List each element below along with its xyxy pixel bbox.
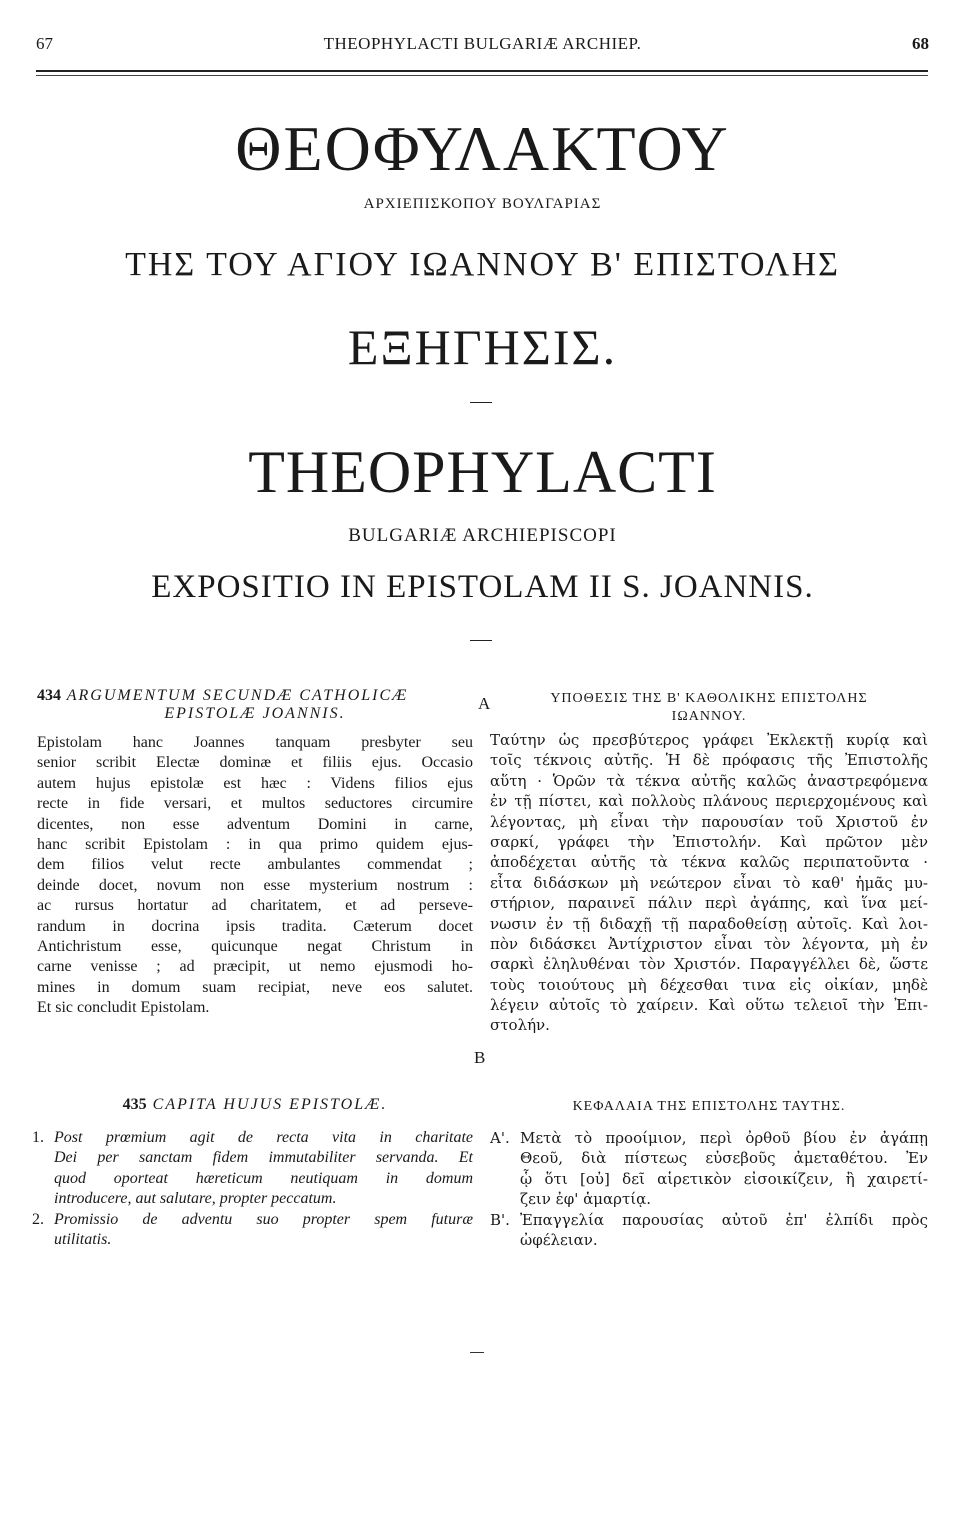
greek-work-title: ΕΞΗΓΗΣΙΣ.: [347, 319, 618, 375]
latin-capita-item: [32, 1210, 473, 1251]
latin-argument-line: senior scribit Electæ dominæ et filiis ejus. Occasio: [37, 754, 473, 772]
greek-argument-line: ἀποδέχεται αὐτῆς τὰ τέκνα καλῶς περιπατοῦντα ·: [490, 853, 928, 872]
greek-capita-line: Μετὰ τὸ προοίμιον, περὶ ὀρθοῦ βίου ἐν ἀγάπῃ: [520, 1129, 928, 1147]
greek-argument-line: Ταύτην ὡς πρεσβύτερος γράφει Ἐκλεκτῇ κυρίᾳ καὶ: [490, 731, 928, 749]
section-number: 434: [37, 687, 61, 704]
running-title: THEOPHYLACTI BULGARIÆ ARCHIEP.: [323, 34, 642, 53]
greek-argument-line: τοῖς τέκνοις αὐτῆς. Ἡ δὲ πρόφασις τῆς Ἐπιστολῆς: [490, 751, 928, 770]
latin-argument-line: dicentes, non esse adventum Domini in carne,: [37, 815, 473, 833]
greek-argument-line: νωσιν ἐν τῇ διδαχῇ τῇ παραδοθείσῃ αὐτοῖς. Καὶ λοι-: [490, 914, 928, 933]
greek-argument-line: ἐν τῇ πίστει, καὶ πολλοὺς πλάνους περιερχομένους καὶ: [490, 792, 928, 811]
latin-capita-text: [54, 1128, 473, 1210]
greek-argument-line: λέγειν αὐτοῖς τὸ χαίρειν. Καὶ οὕτω τελειοῖ τὴν Ἐπι-: [490, 996, 928, 1015]
greek-argument-heading-line1: ΥΠΟΘΕΣΙΣ ΤΗΣ Β' ΚΑΘΟΛΙΚΗΣ ΕΠΙΣΤΟΛΗΣ: [550, 691, 868, 706]
page-end-mark: [470, 1352, 484, 1353]
greek-capita-text: [520, 1128, 928, 1210]
greek-argument-heading-line2: ΙΩΑΝΝΟΥ.: [671, 709, 747, 724]
latin-argument-heading-line1: ARGUMENTUM SECUNDÆ CATHOLICÆ: [66, 687, 409, 704]
header-rule: [36, 70, 928, 72]
greek-capita-line: ὠφέλειαν.: [520, 1230, 598, 1249]
latin-capita-title: CAPITA HUJUS EPISTOLÆ.: [152, 1096, 388, 1113]
latin-capita-text: [54, 1210, 473, 1251]
page-number-left: 67: [36, 34, 53, 53]
greek-argument-text: [490, 730, 928, 1036]
latin-capita-number: 2.: [32, 1210, 44, 1228]
latin-argument-line: Epistolam hanc Joannes tanquam presbyter seu: [37, 734, 473, 751]
greek-argument-line: αὕτη · Ὁρῶν τὰ τέκνα αὐτῆς καλῶς ἀναστρεφόμενα: [490, 771, 928, 790]
greek-capita-item: [490, 1128, 928, 1210]
latin-capita-line: utilitatis.: [54, 1230, 112, 1248]
latin-argument-text: [37, 733, 473, 1018]
latin-argument-line: autem hujus epistolæ est hæc : Videns filios ejus: [37, 774, 473, 792]
latin-capita-line: Promissio de adventu suo propter spem futuræ: [54, 1210, 473, 1228]
latin-capita-list: [32, 1128, 473, 1250]
latin-capita-number: 1.: [32, 1129, 44, 1146]
latin-capita-heading: [37, 1097, 473, 1113]
latin-capita-line: quod oporteat hæreticum neutiquam in domum: [54, 1169, 473, 1187]
greek-capita-line: ζειν ἐφ' ἁμαρτίᾳ.: [520, 1190, 652, 1209]
latin-argument-heading: [37, 688, 473, 704]
greek-author-title: ΘΕΟΦΥΛΑΚΤΟΥ: [235, 113, 730, 184]
greek-capita-line: ᾧ ὅτι [οὐ] δεῖ αἱρετικὸν εἰσοικίζειν, ἢ χαιρετί-: [520, 1169, 928, 1188]
latin-argument-line: hanc scribit Epistolam : in qua primo quidem ejus-: [37, 835, 473, 853]
greek-author-subtitle: ΑΡΧΙΕΠΙΣΚΟΠΟΥ ΒΟΥΛΓΑΡΙΑΣ: [363, 196, 602, 212]
greek-argument-line: λέγοντας, μὴ εἶναι τὴν παρουσίαν τοῦ Χριστοῦ ἐν: [490, 812, 928, 831]
greek-argument-line: σαρκὶ ἐληλυθέναι τὸν Χριστόν. Παραγγέλλει δὲ, ὥστε: [490, 955, 928, 974]
latin-author-subtitle: BULGARIÆ ARCHIEPISCOPI: [348, 525, 617, 546]
column-marker-a: A: [478, 694, 491, 713]
latin-work-title: EXPOSITIO IN EPISTOLAM II S. JOANNIS.: [151, 569, 814, 605]
title-separator: [470, 402, 492, 403]
latin-argument-line: ac rursus hortatur ad charitatem, et ad perseve-: [37, 897, 473, 915]
greek-capita-number: Β'.: [490, 1210, 510, 1229]
greek-capita-number: Α'.: [490, 1129, 510, 1147]
greek-capita-text: [520, 1210, 928, 1251]
greek-argument-line: στολήν.: [490, 1016, 550, 1035]
greek-work-line: ΤΗΣ ΤΟΥ ΑΓΙΟΥ ΙΩΑΝΝΟΥ Β' ΕΠΙΣΤΟΛΗΣ: [125, 246, 840, 283]
column-marker-b: B: [474, 1048, 486, 1067]
latin-capita-line: introducere, aut salutare, propter peccatum.: [54, 1190, 337, 1208]
greek-capita-item: [490, 1210, 928, 1251]
section-number: 435: [122, 1096, 147, 1113]
greek-capita-heading: ΚΕΦΑΛΑΙΑ ΤΗΣ ΕΠΙΣΤΟΛΗΣ ΤΑΥΤΗΣ.: [572, 1099, 846, 1114]
latin-argument-line: deinde docet, novum non esse mysterium nostrum :: [37, 876, 473, 894]
greek-capita-line: Θεοῦ, διὰ πίστεως εὐσεβοῦς ἀμεταθέτου. Ἐν: [520, 1149, 928, 1168]
latin-author-title: THEOPHYLACTI: [248, 439, 717, 505]
latin-argument-line: carne venisse ; ad præcipit, ut nemo ejusmodi ho-: [37, 958, 473, 976]
latin-argument-line: randum in docrina ipsis tradita. Cæterum docet: [37, 917, 473, 935]
greek-capita-list: [490, 1128, 928, 1250]
greek-argument-line: πὸν διδάσκει Ἀντίχριστον εἶναι τὸν λέγοντα, μὴ ἐν: [490, 934, 928, 953]
latin-capita-line: Dei per sanctam fidem immutabiliter servanda. Et: [54, 1149, 473, 1167]
page-number-right: 68: [912, 34, 929, 53]
title-separator-2: [470, 640, 492, 641]
greek-capita-line: Ἐπαγγελία παρουσίας αὐτοῦ ἐπ' ἐλπίδι πρὸς: [520, 1210, 928, 1229]
header-rule-thin: [36, 75, 928, 76]
latin-argument-line: dem filios velut recte ambulantes commendat ;: [37, 856, 473, 874]
greek-argument-line: στήριον, παραινεῖ πάλιν περὶ ἀγάπης, καὶ ἵνα μεί-: [490, 894, 928, 913]
latin-argument-line: Antichristum esse, quicunque negat Christum in: [37, 937, 473, 955]
greek-argument-line: εἶτα διδάσκων μὴ νεώτερον εἶναι τὸ καθ' ἡμᾶς μυ-: [490, 873, 928, 892]
greek-argument-line: σαρκί, γράφει τὴν Ἐπιστολήν. Καὶ πρῶτον μὲν: [490, 832, 928, 851]
greek-argument-line: τοὺς τοιούτους μὴ δέχεσθαι τινα εἰς οἰκίαν, μηδὲ: [490, 975, 928, 994]
latin-capita-line: Post prœmium agit de recta vita in charitate: [54, 1129, 473, 1146]
latin-argument-line: Et sic concludit Epistolam.: [37, 999, 210, 1017]
latin-argument-line: recte in fide versari, et multos seductores circumire: [37, 795, 473, 813]
latin-argument-line: mines in domum suam recipiat, neve eos salutet.: [37, 978, 473, 996]
latin-argument-heading-line2: EPISTOLÆ JOANNIS.: [164, 705, 346, 722]
latin-capita-item: [32, 1128, 473, 1210]
